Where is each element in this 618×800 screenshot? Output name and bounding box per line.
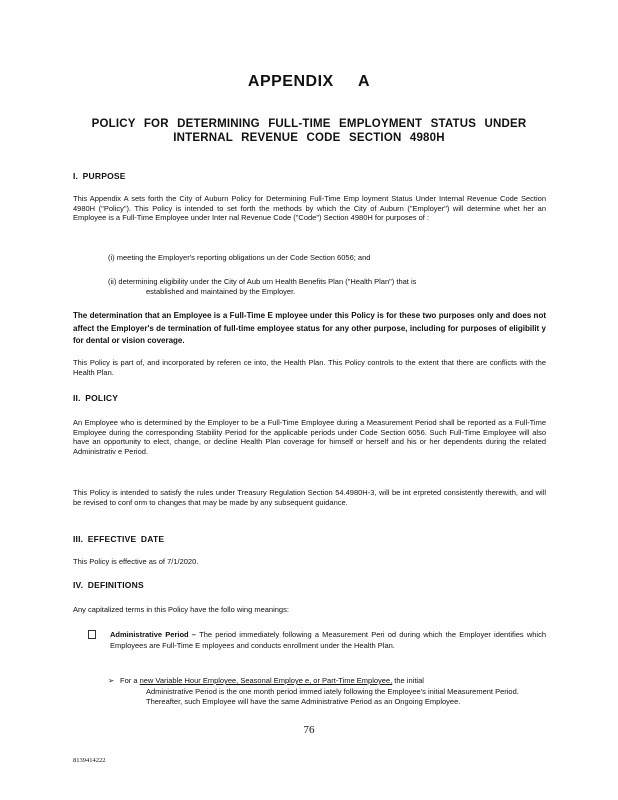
appendix-title: APPENDIX A bbox=[247, 73, 371, 90]
definition-text: The period immediately following a Measurement Peri od during which the Employer identifies which Employees are Full-Time E mployees and conducts enrollment under the Health Plan. bbox=[110, 630, 546, 650]
policy-heading: II. POLICY bbox=[73, 393, 119, 403]
purpose-item-ii-continuation: established and maintained by the Employer. bbox=[146, 286, 296, 296]
purpose-bold-paragraph: The determination that an Employee is a Full-Time E mployee under this Policy is for these two purposes only and does not affect the Employer's de termination of full-time employee status for any other purpose, including for purposes of eligibilit y for dental or vision coverage. bbox=[73, 311, 546, 345]
definition-dash: – bbox=[188, 630, 200, 639]
document-id: 8139414222 bbox=[73, 757, 106, 764]
subtitle-line-1: POLICY FOR DETERMINING FULL-TIME EMPLOYMENT STATUS UNDER bbox=[91, 118, 527, 130]
definition-body bbox=[110, 630, 546, 651]
effective-date-heading: III. EFFECTIVE DATE bbox=[73, 534, 165, 544]
purpose-paragraph: This Appendix A sets forth the City of Auburn Policy for Determining Full-Time Emp loyment Status Under Internal Revenue Code Section 4980H ("Policy"). This Policy is intended to set forth the methods by which the City of Auburn ("Employer") will determine whet her an Employee is a Full-Time Employee under Inter nal Revenue Code ("Code") Section 4980H for purposes of : bbox=[73, 194, 546, 223]
effective-date-paragraph: This Policy is effective as of 7/1/2020. bbox=[73, 557, 199, 566]
arrow-bullet-icon: ➢ bbox=[108, 676, 115, 685]
page-number: 76 bbox=[303, 724, 315, 736]
definitions-heading: IV. DEFINITIONS bbox=[73, 580, 144, 590]
purpose-controls-paragraph: This Policy is part of, and incorporated by referen ce into, the Health Plan. This Policy controls to the extent that there are conflicts with the Health Plan. bbox=[73, 358, 546, 377]
policy-subtitle bbox=[60, 117, 558, 145]
sub-item-body bbox=[120, 676, 546, 708]
subtitle-line-2: INTERNAL REVENUE CODE SECTION 4980H bbox=[173, 132, 445, 144]
sub-item-continuation: Administrative Period is the one month period immed iately following the Employee's initial Measurement Period. Thereafter, such Employee will have the same Administrative Period as an Ongoing Employee. bbox=[146, 686, 519, 706]
policy-paragraph-2: This Policy is intended to satisfy the rules under Treasury Regulation Section 54.4980H-3, will be int erpreted consistently therewith, and will be revised to conf orm to changes that may be made by any subsequent guidance. bbox=[73, 488, 546, 507]
checkbox-bullet-icon bbox=[88, 630, 96, 639]
employee-types-underlined: new Variable Hour Employee, Seasonal Employe e, or Part-Time Employee, bbox=[139, 676, 393, 685]
definitions-intro: Any capitalized terms in this Policy have the follo wing meanings: bbox=[73, 605, 289, 614]
policy-paragraph-1: An Employee who is determined by the Employer to be a Full-Time Employee during a Measurement Period shall be reported as a Full-Time Employee during the corresponding Stability Period for the applicable periods under Code Section 6056. Such Full-Time Employee will also have an opportunity to elect, change, or decline Health Plan coverage for himself or herself and his or her dependents during the related Administrativ e Period. bbox=[73, 418, 546, 456]
definition-administrative-period bbox=[88, 630, 546, 651]
sub-item-prefix: For a bbox=[120, 676, 140, 685]
purpose-item-ii-text: (ii) determining eligibility under the City of Aub urn Health Benefits Plan ("Health Plan") that is bbox=[108, 277, 417, 286]
purpose-item-i-text: (i) meeting the Employer's reporting obligations un der Code Section 6056; and bbox=[108, 253, 371, 262]
definition-term: Administrative Period bbox=[110, 630, 189, 639]
purpose-heading: I. PURPOSE bbox=[73, 171, 126, 181]
purpose-item-i bbox=[108, 253, 546, 263]
definition-sub-item bbox=[108, 676, 546, 708]
purpose-item-ii bbox=[108, 277, 546, 296]
sub-item-rest: the initial bbox=[392, 676, 424, 685]
